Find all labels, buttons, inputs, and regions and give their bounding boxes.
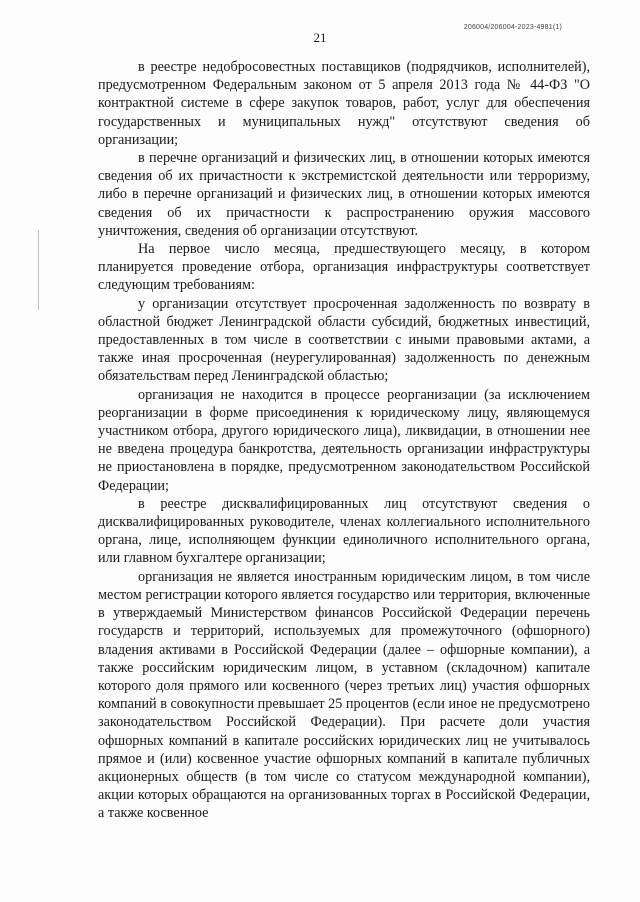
document-body bbox=[98, 58, 590, 823]
page-number: 21 bbox=[313, 30, 327, 45]
paragraph: в реестре дисквалифицированных лиц отсутствуют сведения о дисквалифицированных руководителе, членах коллегиального исполнительного органа, лице, исполняющем функции единоличного исполнительного органа, или главном бухгалтере организации; bbox=[98, 495, 590, 567]
paragraph: в перечне организаций и физических лиц, в отношении которых имеются сведения об их причастности к экстремистской деятельности или терроризму, либо в перечне организаций и физических лиц, в отношении которых имеются сведения об их причастности к распространению оружия массового уничтожения, сведения об организации отсутствуют. bbox=[98, 150, 590, 239]
paragraph: организация не находится в процессе реорганизации (за исключением реорганизации в форме присоединения к юридическому лицу, являющемуся участником отбора, другого юридического лица), ликвидации, в отношении нее не введена процедура банкротства, деятельность организации инфраструктуры не приостановлена в порядке, предусмотренном законодательством Российской Федерации; bbox=[98, 386, 590, 494]
paragraph: На первое число месяца, предшествующего месяцу, в котором планируется проведение отбора, организация инфраструктуры соответствует следующим требованиям: bbox=[98, 241, 590, 294]
paragraph: в реестре недобросовестных поставщиков (подрядчиков, исполнителей), предусмотренном Федеральным законом от 5 апреля 2013 года № 44-ФЗ "О контрактной системе в сфере закупок товаров, работ, услуг для обеспечения государственных и муниципальных нужд" отсутствуют сведения об организации; bbox=[98, 59, 590, 148]
document-id: 206004/206004-2023-4981(1) bbox=[463, 24, 562, 31]
paragraph: организация не является иностранным юридическим лицом, в том числе местом регистрации которого является государство или территория, включенные в утверждаемый Министерством финансов Российской Федерации перечень государств и территорий, используемых для промежуточного (офшорного) владения активами в Российской Федерации (далее – офшорные компании), а также российским юридическим лицом, в уставном (складочном) капитале которого доля прямого или косвенного (через третьих лиц) участия офшорных компаний в совокупности превышает 25 процентов (если иное не предусмотрено законодательством Российской Федерации). При расчете доли участия офшорных компаний в капитале российских юридических лиц не учитывалось прямое и (или) косвенное участие офшорных компаний в капитале публичных акционерных обществ (в том числе со статусом международной компании), акции которых обращаются на организованных торгах в Российской Федерации, а также косвенное bbox=[98, 568, 590, 822]
scan-edge-mark bbox=[38, 230, 39, 310]
paragraph: у организации отсутствует просроченная задолженность по возврату в областной бюджет Ленинградской области субсидий, бюджетных инвестиций, предоставленных в том числе в соответствии с иными правовыми актами, а также иная просроченная (неурегулированная) задолженность по денежным обязательствам перед Ленинградской областью; bbox=[98, 295, 590, 385]
